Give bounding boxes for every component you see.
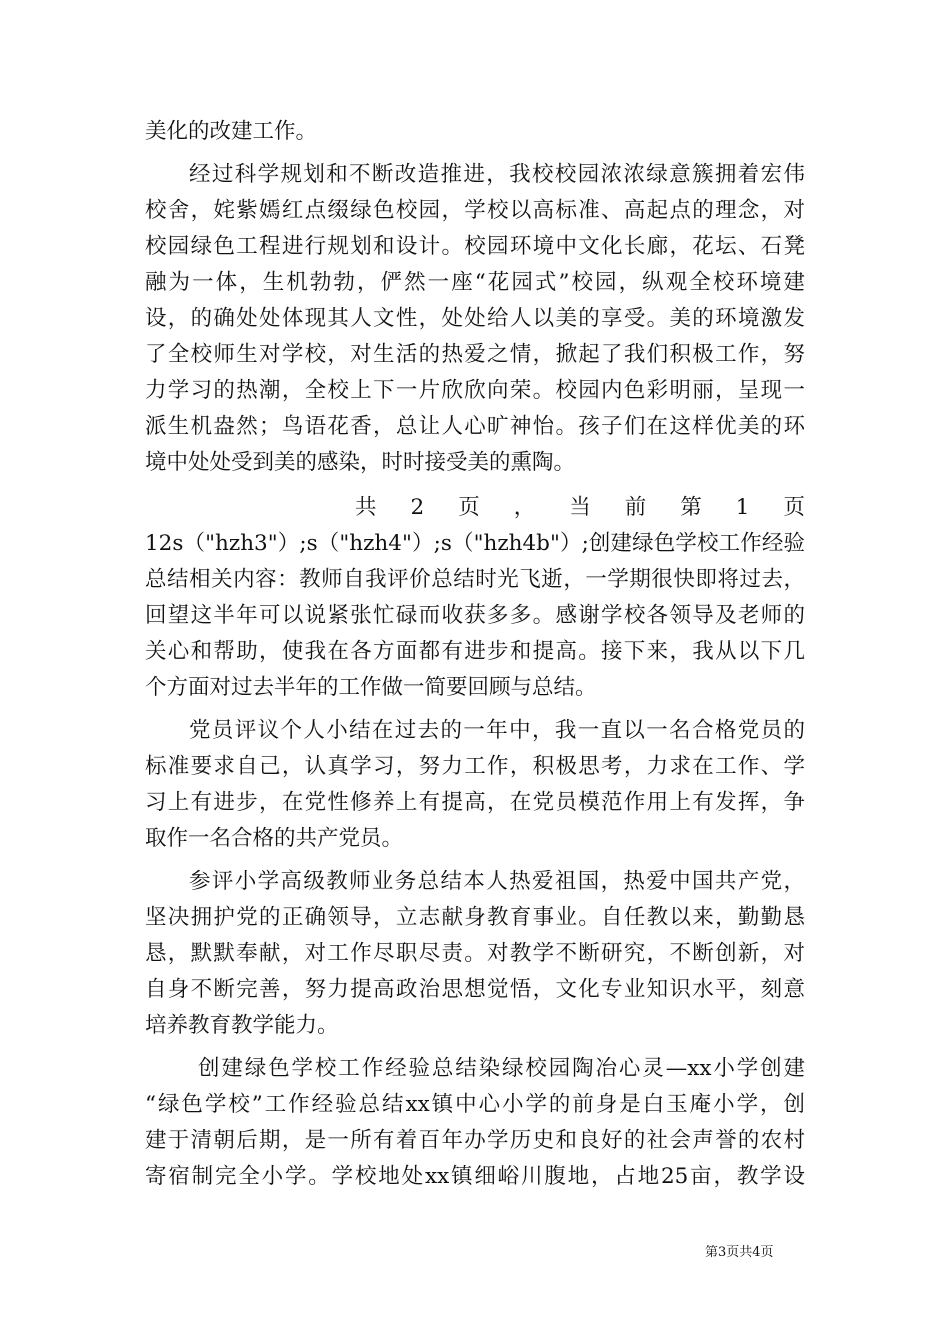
pager-char: 2 — [410, 495, 425, 520]
text-line: 培养教育教学能力。 — [145, 1013, 339, 1038]
text-line: 力学习的热潮，全校上下一片欣欣向荣。校园内色彩明丽，呈现一 — [145, 378, 805, 403]
text-line: 寄宿制完全小学。学校地处xx镇细峪川腹地，占地25亩，教学设 — [145, 1164, 805, 1189]
text-line: 恳，默默奉献，对工作尽职尽责。对教学不断研究，不断创新，对 — [145, 941, 805, 966]
text-line: 融为一体，生机勃勃，俨然一座“花园式”校园，纵观全校环境建 — [145, 270, 805, 295]
text-line: 了全校师生对学校，对生活的热爱之情，掀起了我们积极工作，努 — [145, 342, 805, 367]
text-line: 回望这半年可以说紧张忙碌而收获多多。感谢学校各领导及老师的 — [145, 603, 805, 628]
text-line: 美化的改建工作。 — [145, 119, 318, 144]
text-line: 参评小学高级教师业务总结本人热爱祖国，热爱中国共产党， — [189, 869, 805, 894]
pager-char: 页 — [783, 495, 805, 520]
text-line: 总结相关内容：教师自我评价总结时光飞逝，一学期很快即将过去， — [145, 567, 805, 592]
pager-char: 当 — [569, 495, 591, 520]
text-line: 党员评议个人小结在过去的一年中，我一直以一名合格党员的 — [189, 718, 805, 743]
text-line: 设，的确处处体现其人文性，处处给人以美的享受。美的环境激发 — [145, 306, 805, 331]
text-line: 建于清朝后期，是一所有着百年办学历史和良好的社会声誉的农村 — [145, 1128, 805, 1153]
text-line: 关心和帮助，使我在各方面都有进步和提高。接下来，我从以下几 — [145, 639, 805, 664]
page-indicator — [355, 494, 805, 522]
text-line: 取作一名合格的共产党员。 — [145, 826, 404, 851]
pager-char: 页 — [458, 495, 480, 520]
pager-char: 共 — [355, 495, 377, 520]
text-line: 自身不断完善，努力提高政治思想觉悟，文化专业知识水平，刻意 — [145, 977, 805, 1002]
text-line: 坚决拥护党的正确领导，立志献身教育事业。自任教以来，勤勤恳 — [145, 905, 805, 930]
text-line: 个方面对过去半年的工作做一简要回顾与总结。 — [145, 675, 597, 700]
text-line: 派生机盎然；鸟语花香，总让人心旷神怡。孩子们在这样优美的环 — [145, 414, 805, 439]
page-footer: 第3页共4页 — [705, 1245, 774, 1260]
pager-char: 第 — [680, 495, 702, 520]
text-line: 创建绿色学校工作经验总结染绿校园陶冶心灵—xx小学创建 — [198, 1056, 805, 1081]
text-line: 标准要求自己，认真学习，努力工作，积极思考，力求在工作、学 — [145, 754, 805, 779]
pager-char: 1 — [735, 495, 750, 520]
text-line: 境中处处受到美的感染，时时接受美的熏陶。 — [145, 450, 576, 475]
text-line: “绿色学校”工作经验总结xx镇中心小学的前身是白玉庵小学，创 — [145, 1092, 805, 1117]
text-line: 校园绿色工程进行规划和设计。校园环境中文化长廊，花坛、石凳 — [145, 234, 805, 259]
pager-char: 前 — [624, 495, 647, 520]
text-line: 习上有进步，在党性修养上有提高，在党员模范作用上有发挥，争 — [145, 790, 805, 815]
text-line: 校舍，姹紫嫣红点缀绿色校园，学校以高标准、高起点的理念，对 — [145, 198, 805, 223]
text-line: 12s（"hzh3"）;s（"hzh4"）;s（"hzh4b"）;创建绿色学校工作经验 — [145, 531, 805, 556]
pager-char: ， — [513, 495, 536, 520]
text-line: 经过科学规划和不断改造推进，我校校园浓浓绿意簇拥着宏伟 — [189, 162, 805, 187]
